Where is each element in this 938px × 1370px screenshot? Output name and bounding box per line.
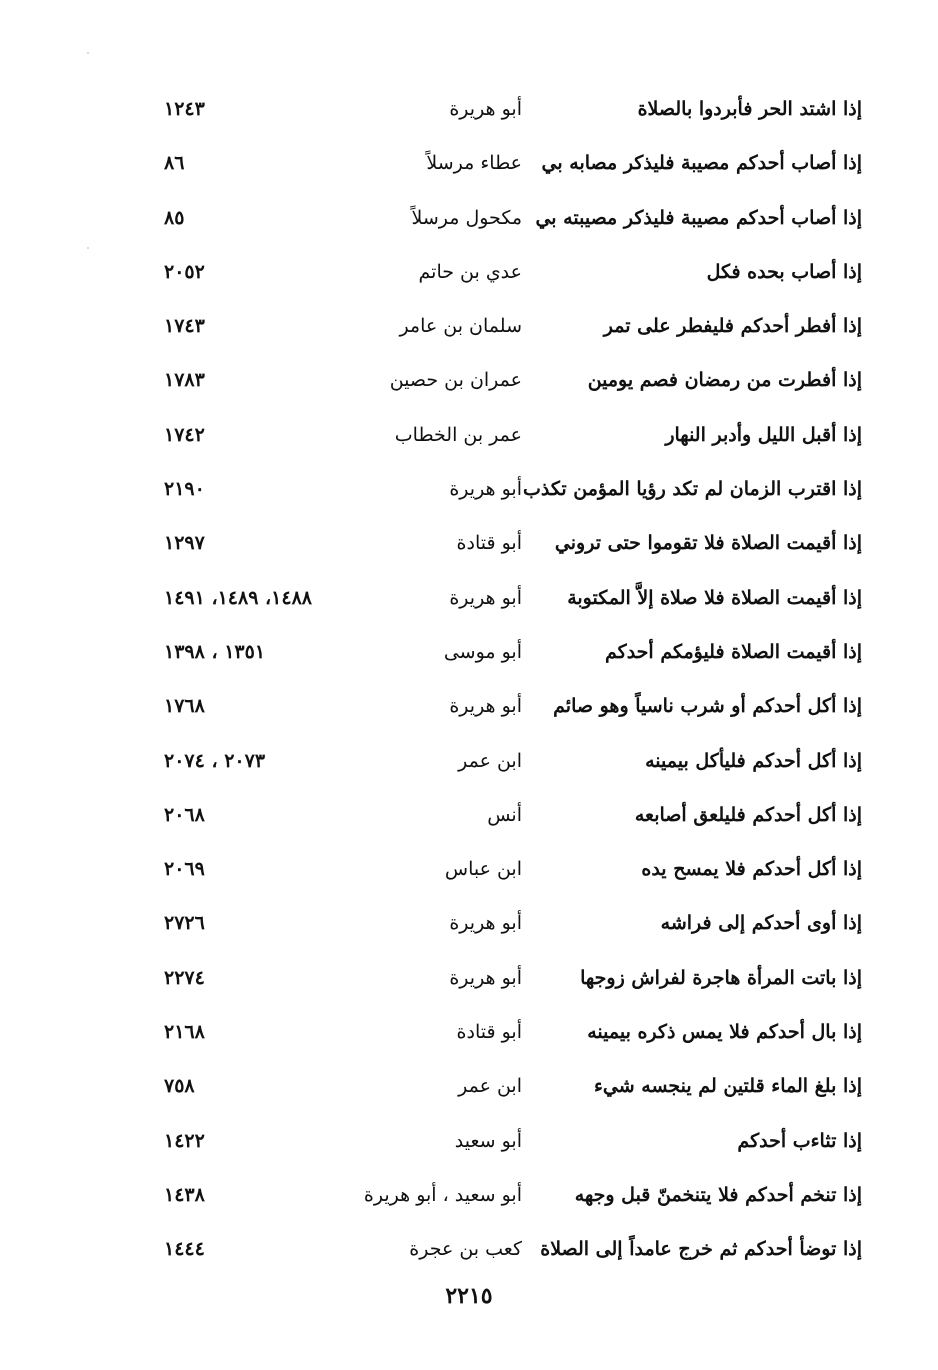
hadith-text: إذا أكل أحدكم فلا يمسح يده bbox=[641, 858, 862, 881]
index-row bbox=[150, 953, 870, 1007]
hadith-reference-numbers: ١٤٨٨، ١٤٨٩، ١٤٩١ bbox=[164, 586, 312, 609]
hadith-reference-numbers: ١٢٤٣ bbox=[164, 98, 205, 120]
narrator-name: أبو هريرة bbox=[449, 966, 522, 989]
hadith-text: إذا أكل أحدكم فليلعق أصابعه bbox=[634, 803, 862, 826]
index-row bbox=[150, 736, 870, 790]
index-row bbox=[150, 1224, 870, 1278]
hadith-reference-numbers: ٨٥ bbox=[164, 206, 185, 229]
narrator-name: ابن عمر bbox=[458, 749, 522, 772]
hadith-text: إذا أقيمت الصلاة فليؤمكم أحدكم bbox=[605, 640, 862, 663]
hadith-reference-numbers: ١٧٤٣ bbox=[164, 315, 205, 338]
hadith-text: إذا تثاءب أحدكم bbox=[737, 1129, 862, 1152]
index-row bbox=[150, 1061, 870, 1115]
hadith-reference-numbers: ١٣٥١ ، ١٣٩٨ bbox=[164, 640, 266, 663]
hadith-reference-numbers: ٢٧٢٦ bbox=[164, 912, 205, 935]
hadith-reference-numbers: ١٢٩٧ bbox=[164, 532, 205, 555]
hadith-text: إذا أقيمت الصلاة فلا تقوموا حتى تروني bbox=[554, 532, 862, 555]
narrator-name: أبو قتادة bbox=[456, 1021, 522, 1044]
page-number: ٢٢١٥ bbox=[445, 1283, 493, 1309]
narrator-name: أنس bbox=[487, 803, 522, 826]
index-row bbox=[150, 518, 870, 572]
hadith-text: إذا بال أحدكم فلا يمس ذكره بيمينه bbox=[587, 1021, 862, 1044]
hadith-text: إذا باتت المرأة هاجرة لفراش زوجها bbox=[580, 966, 862, 989]
hadith-reference-numbers: ١٧٨٣ bbox=[164, 369, 205, 392]
hadith-text: إذا أكل أحدكم أو شرب ناسياً وهو صائم bbox=[553, 695, 862, 718]
narrator-name: أبو هريرة bbox=[449, 695, 522, 718]
hadith-reference-numbers: ٢٠٧٣ ، ٢٠٧٤ bbox=[164, 749, 266, 772]
margin-mark bbox=[87, 247, 89, 249]
hadith-text: إذا أفطر أحدكم فليفطر على تمر bbox=[603, 315, 862, 338]
hadith-index-list bbox=[150, 84, 870, 1279]
index-row bbox=[150, 681, 870, 735]
hadith-text: إذا بلغ الماء قلتين لم ينجسه شيء bbox=[593, 1075, 862, 1098]
narrator-name: كعب بن عجرة bbox=[409, 1238, 522, 1261]
narrator-name: ابن عباس bbox=[444, 858, 522, 881]
hadith-text: إذا أصاب بحده فكل bbox=[706, 260, 862, 283]
hadith-text: إذا اشتد الحر فأبردوا بالصلاة bbox=[637, 98, 862, 120]
narrator-name: سلمان بن عامر bbox=[399, 315, 522, 338]
hadith-reference-numbers: ١٤٢٢ bbox=[164, 1129, 205, 1152]
narrator-name: مكحول مرسلاً bbox=[411, 206, 522, 229]
index-row bbox=[150, 898, 870, 952]
narrator-name: أبو هريرة bbox=[449, 98, 522, 120]
hadith-text: إذا أفطرت من رمضان فصم يومين bbox=[587, 369, 862, 392]
hadith-reference-numbers: ٢٠٥٢ bbox=[164, 260, 205, 283]
hadith-reference-numbers: ١٤٣٨ bbox=[164, 1183, 205, 1206]
hadith-reference-numbers: ٨٦ bbox=[164, 152, 185, 175]
index-row bbox=[150, 410, 870, 464]
index-row bbox=[150, 247, 870, 301]
hadith-reference-numbers: ٢١٦٨ bbox=[164, 1021, 205, 1044]
index-row bbox=[150, 138, 870, 192]
narrator-name: عطاء مرسلاً bbox=[426, 152, 522, 175]
narrator-name: أبو قتادة bbox=[456, 532, 522, 555]
hadith-text: إذا اقترب الزمان لم تكد رؤيا المؤمن تكذب bbox=[522, 478, 862, 501]
index-row bbox=[150, 355, 870, 409]
hadith-text: إذا أقيمت الصلاة فلا صلاة إلاَّ المكتوبة bbox=[567, 586, 862, 609]
index-row bbox=[150, 573, 870, 627]
hadith-reference-numbers: ١٧٤٢ bbox=[164, 423, 205, 446]
narrator-name: عمران بن حصين bbox=[389, 369, 522, 392]
index-row bbox=[150, 1007, 870, 1061]
index-row bbox=[150, 790, 870, 844]
narrator-name: أبو سعيد ، أبو هريرة bbox=[363, 1183, 522, 1206]
index-row bbox=[150, 301, 870, 355]
narrator-name: ابن عمر bbox=[458, 1075, 522, 1098]
hadith-text: إذا أصاب أحدكم مصيبة فليذكر مصيبته بي bbox=[535, 206, 862, 229]
index-row bbox=[150, 464, 870, 518]
hadith-reference-numbers: ٢٠٦٩ bbox=[164, 858, 205, 881]
hadith-reference-numbers: ٧٥٨ bbox=[164, 1075, 195, 1098]
hadith-reference-numbers: ٢١٩٠ bbox=[164, 478, 205, 501]
hadith-text: إذا أكل أحدكم فليأكل بيمينه bbox=[645, 749, 862, 772]
hadith-reference-numbers: ٢٠٦٨ bbox=[164, 803, 205, 826]
narrator-name: عدي بن حاتم bbox=[418, 260, 522, 283]
index-row bbox=[150, 84, 870, 138]
narrator-name: أبو موسى bbox=[443, 640, 522, 663]
hadith-text: إذا أقبل الليل وأدبر النهار bbox=[665, 423, 862, 446]
index-row bbox=[150, 193, 870, 247]
hadith-reference-numbers: ٢٢٧٤ bbox=[164, 966, 205, 989]
narrator-name: عمر بن الخطاب bbox=[394, 423, 522, 446]
narrator-name: أبو سعيد bbox=[454, 1129, 522, 1152]
index-row bbox=[150, 1170, 870, 1224]
narrator-name: أبو هريرة bbox=[449, 912, 522, 935]
margin-mark bbox=[87, 52, 89, 54]
hadith-reference-numbers: ١٤٤٤ bbox=[164, 1238, 205, 1261]
hadith-reference-numbers: ١٧٦٨ bbox=[164, 695, 205, 718]
index-row bbox=[150, 627, 870, 681]
hadith-text: إذا توضأ أحدكم ثم خرج عامداً إلى الصلاة bbox=[540, 1238, 862, 1261]
index-row bbox=[150, 1116, 870, 1170]
index-row bbox=[150, 844, 870, 898]
hadith-text: إذا أوى أحدكم إلى فراشه bbox=[660, 912, 862, 935]
narrator-name: أبو هريرة bbox=[449, 586, 522, 609]
hadith-text: إذا تنخم أحدكم فلا يتنخمنّ قبل وجهه bbox=[574, 1183, 862, 1206]
narrator-name: أبو هريرة bbox=[449, 478, 522, 501]
hadith-text: إذا أصاب أحدكم مصيبة فليذكر مصابه بي bbox=[541, 152, 862, 175]
